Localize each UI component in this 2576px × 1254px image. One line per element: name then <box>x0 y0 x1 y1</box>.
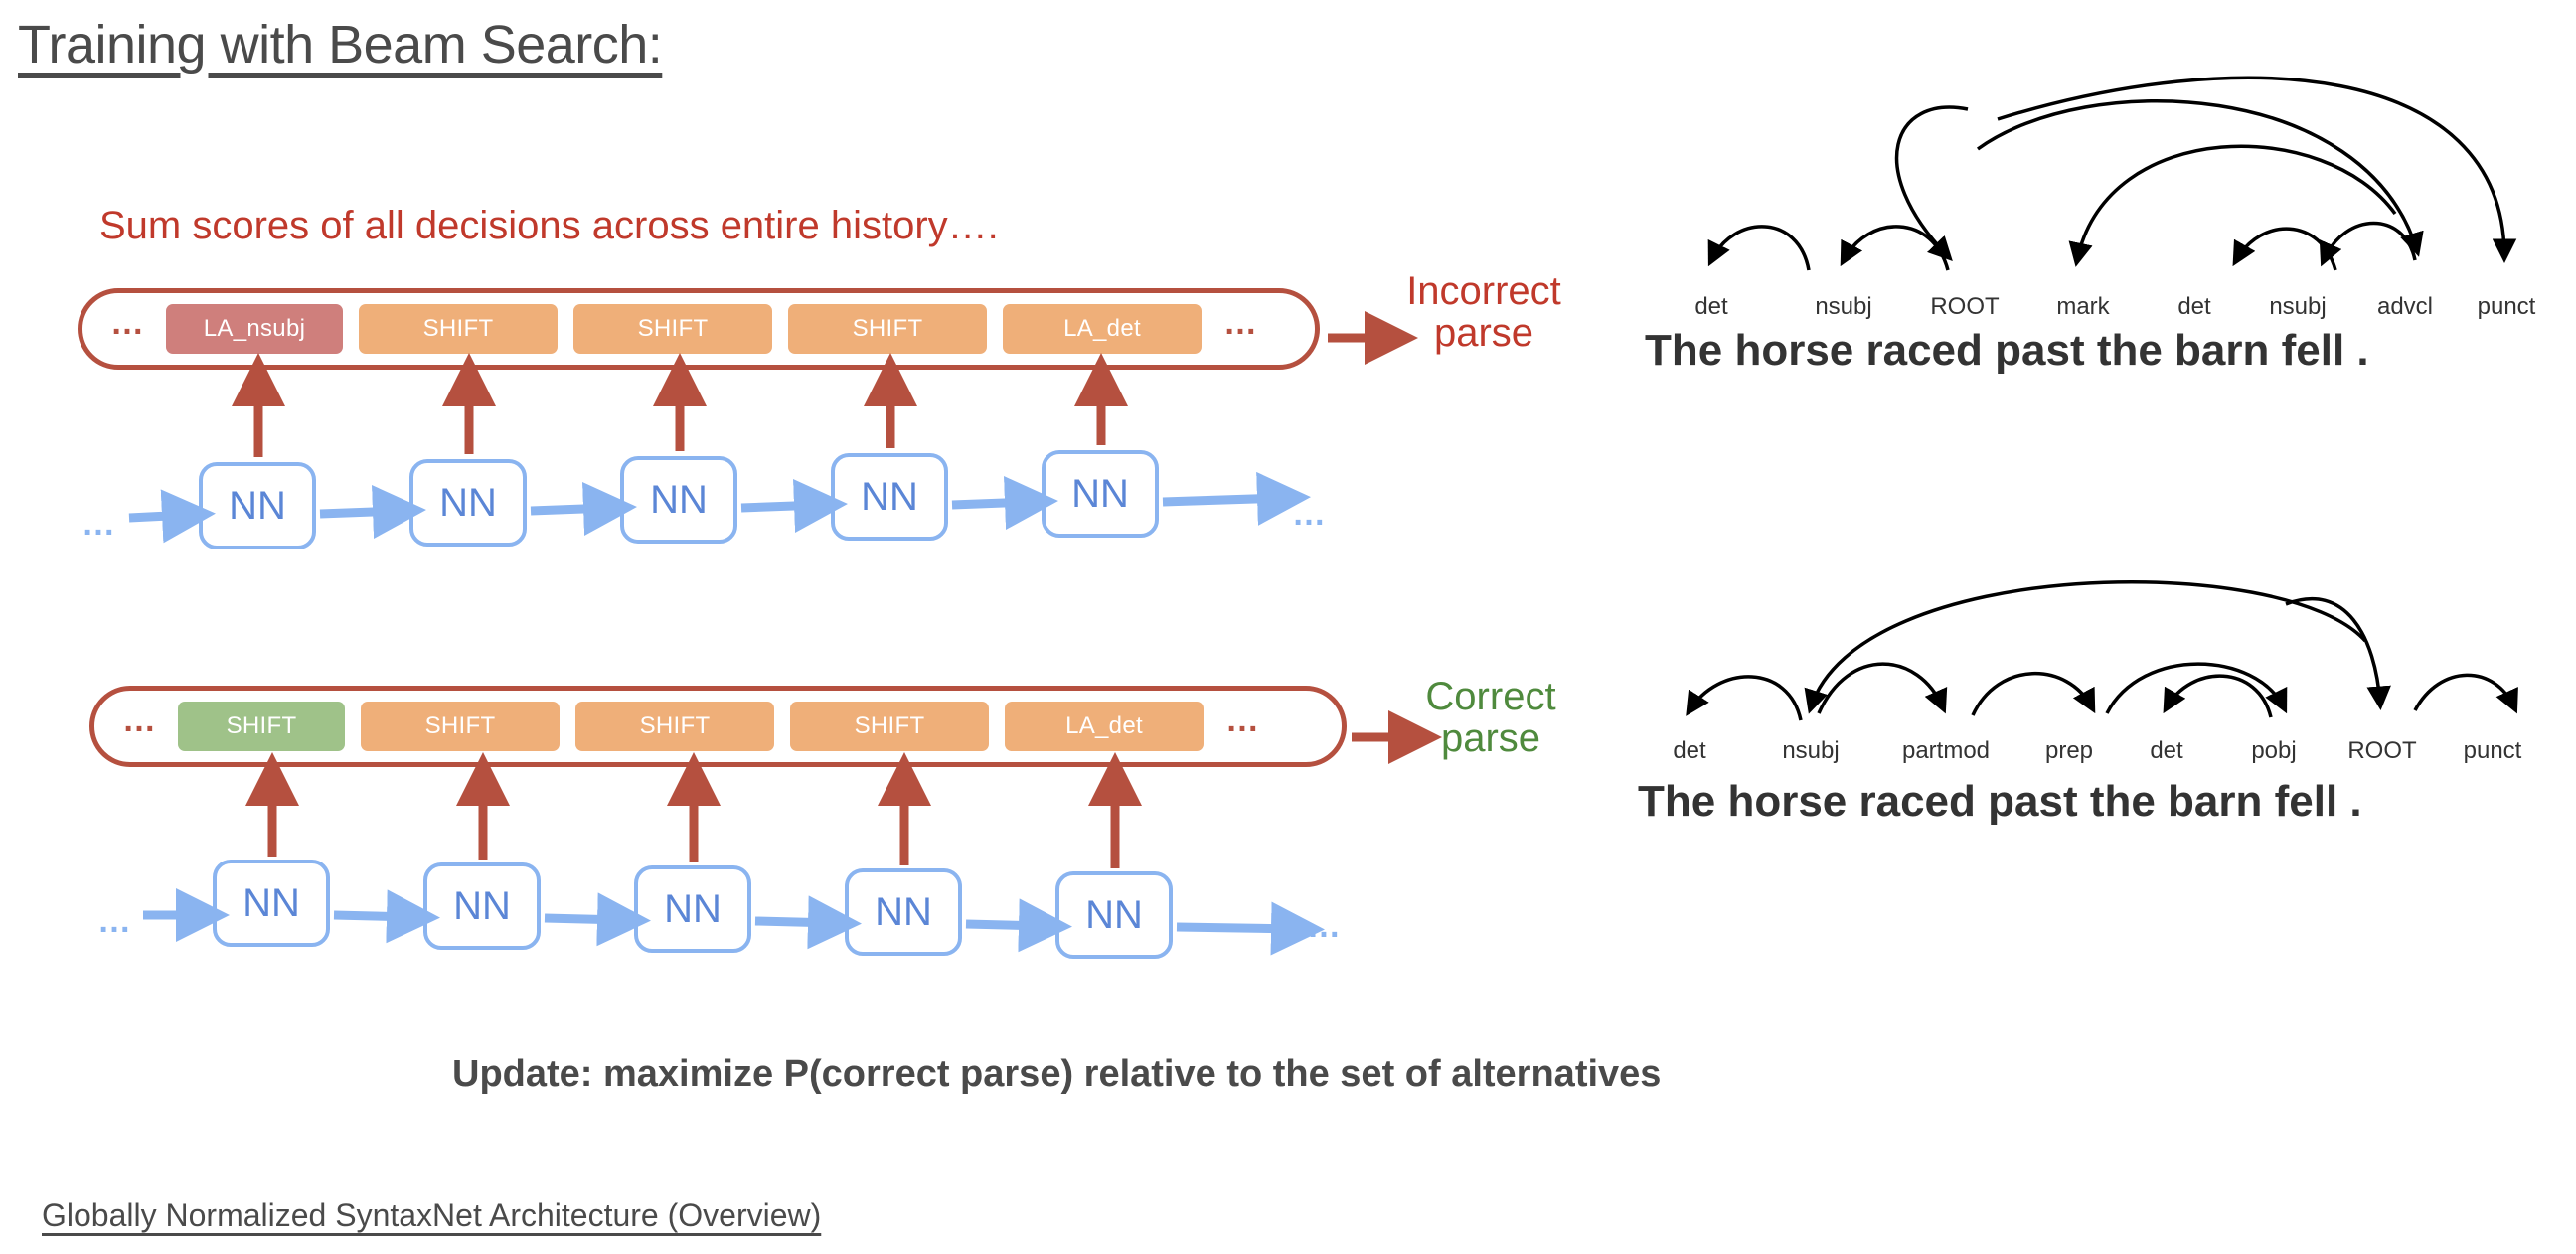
correct-parse-label <box>1391 676 1590 759</box>
top-nn-trailing-ellipsis: … <box>1292 495 1326 533</box>
dep-label: partmod <box>1901 737 1991 764</box>
nn-cell: NN <box>831 453 948 541</box>
sum-scores-annotation: Sum scores of all decisions across entire history…. <box>99 204 999 247</box>
beam-correct <box>89 686 1347 767</box>
nn-cell: NN <box>213 860 330 947</box>
bottom-nn-output-arrows <box>272 779 1115 868</box>
correct-parse-label-line1: Correct <box>1425 675 1556 718</box>
nn-cell: NN <box>634 865 751 953</box>
top-nn-output-arrows <box>258 380 1101 457</box>
action-chip-shift[interactable]: SHIFT <box>790 702 989 751</box>
incorrect-parse-label-line2: parse <box>1433 311 1534 355</box>
dep-label: prep <box>2044 737 2094 764</box>
dep-label: det <box>1673 737 1706 764</box>
update-rule-text: Update: maximize P(correct parse) relative to the set of alternatives <box>452 1053 1662 1095</box>
nn-cell: NN <box>620 456 737 544</box>
nn-cell: NN <box>423 862 541 950</box>
top-nn-leading-ellipsis: … <box>81 505 115 543</box>
beam-leading-ellipsis: … <box>122 702 156 739</box>
beam-trailing-ellipsis: … <box>1223 304 1257 342</box>
action-chip-shift[interactable]: SHIFT <box>575 702 774 751</box>
dep-label: advcl <box>2376 293 2434 320</box>
nn-cell: NN <box>199 462 316 549</box>
action-chip-shift[interactable]: SHIFT <box>359 304 558 354</box>
dep-label: punct <box>2463 737 2522 764</box>
dep-label: pobj <box>2251 737 2297 764</box>
action-chip-la-nsubj[interactable]: LA_nsubj <box>166 304 343 354</box>
action-chip-shift[interactable]: SHIFT <box>573 304 772 354</box>
dep-label: ROOT <box>2347 737 2417 764</box>
dep-label: nsubj <box>2269 293 2327 320</box>
incorrect-parse-sentence: The horse raced past the barn fell . <box>1645 326 2369 375</box>
nn-cell: NN <box>845 868 962 956</box>
footer-caption: Globally Normalized SyntaxNet Architecture (Overview) <box>42 1197 822 1233</box>
action-chip-la-det[interactable]: LA_det <box>1005 702 1204 751</box>
incorrect-parse-label <box>1369 270 1598 354</box>
dep-label: mark <box>2056 293 2110 320</box>
nn-cell: NN <box>1042 450 1159 538</box>
page-title: Training with Beam Search: <box>18 15 663 75</box>
beam-leading-ellipsis: … <box>110 304 144 342</box>
bottom-nn-leading-ellipsis: … <box>97 902 131 940</box>
beam-incorrect <box>78 288 1320 370</box>
action-chip-shift[interactable]: SHIFT <box>788 304 987 354</box>
dep-label: det <box>2150 737 2183 764</box>
dep-label: det <box>2177 293 2211 320</box>
action-chip-la-det[interactable]: LA_det <box>1003 304 1202 354</box>
dep-label: punct <box>2477 293 2536 320</box>
dep-label: ROOT <box>1930 293 2000 320</box>
beam-trailing-ellipsis: … <box>1225 702 1259 739</box>
action-chip-shift[interactable]: SHIFT <box>361 702 560 751</box>
incorrect-parse-label-line1: Incorrect <box>1406 269 1561 313</box>
correct-parse-sentence: The horse raced past the barn fell . <box>1638 777 2362 826</box>
correct-parse-label-line2: parse <box>1440 716 1541 760</box>
bottom-nn-trailing-ellipsis: … <box>1307 907 1341 945</box>
nn-cell: NN <box>409 459 527 547</box>
dep-label: nsubj <box>1782 737 1840 764</box>
dep-label: det <box>1694 293 1728 320</box>
action-chip-shift-correct[interactable]: SHIFT <box>178 702 345 751</box>
nn-cell: NN <box>1055 871 1173 959</box>
dep-label: nsubj <box>1815 293 1872 320</box>
